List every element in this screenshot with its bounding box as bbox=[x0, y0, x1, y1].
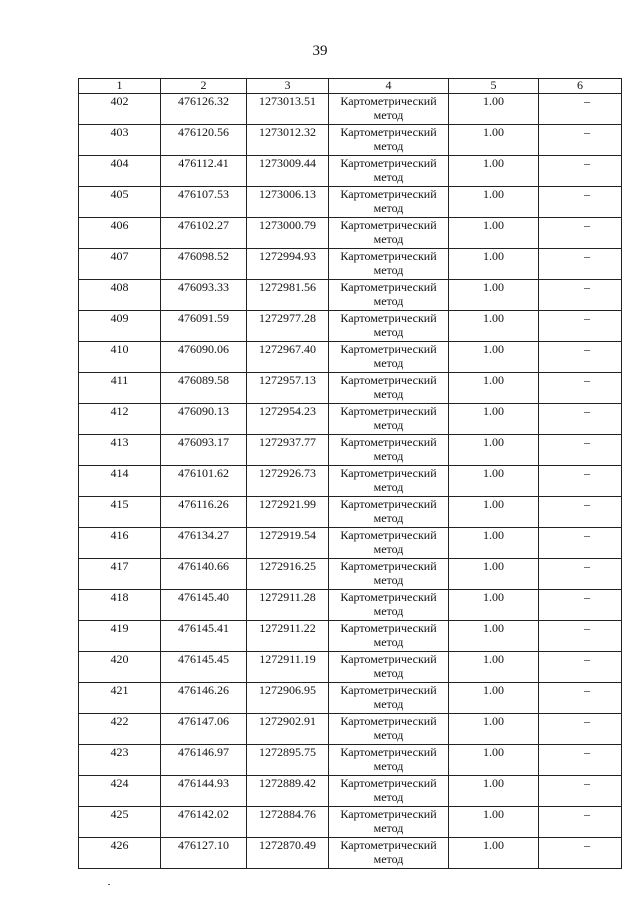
method-cell bbox=[329, 249, 449, 280]
accuracy-cell: 1.00 bbox=[449, 94, 539, 125]
note-cell bbox=[539, 466, 622, 497]
method-line-1: Картометрический bbox=[340, 590, 437, 604]
point-number-cell: 416 bbox=[79, 528, 161, 559]
point-number-cell: 409 bbox=[79, 311, 161, 342]
point-number-cell: 410 bbox=[79, 342, 161, 373]
note-dash: – bbox=[584, 94, 590, 108]
accuracy-cell: 1.00 bbox=[449, 559, 539, 590]
note-dash: – bbox=[584, 218, 590, 232]
accuracy-cell: 1.00 bbox=[449, 621, 539, 652]
point-number-cell: 404 bbox=[79, 156, 161, 187]
method-cell bbox=[329, 311, 449, 342]
method-line-1: Картометрический bbox=[340, 373, 437, 387]
x-coordinate-cell: 476116.26 bbox=[161, 497, 247, 528]
accuracy-cell: 1.00 bbox=[449, 156, 539, 187]
y-coordinate-cell: 1272911.19 bbox=[247, 652, 329, 683]
table-row bbox=[79, 342, 622, 373]
method-line-2: метод bbox=[373, 666, 404, 680]
table-row bbox=[79, 714, 622, 745]
method-line-1: Картометрический bbox=[340, 497, 437, 511]
table-body bbox=[79, 94, 622, 869]
table-row bbox=[79, 218, 622, 249]
x-coordinate-cell: 476126.32 bbox=[161, 94, 247, 125]
point-number-cell: 405 bbox=[79, 187, 161, 218]
method-line-1: Картометрический bbox=[340, 652, 437, 666]
method-line-2: метод bbox=[373, 821, 404, 835]
method-cell bbox=[329, 621, 449, 652]
accuracy-cell: 1.00 bbox=[449, 466, 539, 497]
note-cell bbox=[539, 125, 622, 156]
note-dash: – bbox=[584, 249, 590, 263]
method-cell bbox=[329, 373, 449, 404]
note-dash: – bbox=[584, 497, 590, 511]
table-row bbox=[79, 280, 622, 311]
note-dash: – bbox=[584, 311, 590, 325]
method-line-1: Картометрический bbox=[340, 94, 437, 108]
table-row bbox=[79, 776, 622, 807]
method-line-1: Картометрический bbox=[340, 745, 437, 759]
method-line-2: метод bbox=[373, 294, 404, 308]
accuracy-cell: 1.00 bbox=[449, 745, 539, 776]
method-line-2: метод bbox=[373, 325, 404, 339]
table-row bbox=[79, 528, 622, 559]
accuracy-cell: 1.00 bbox=[449, 187, 539, 218]
method-line-2: метод bbox=[373, 573, 404, 587]
point-number-cell: 420 bbox=[79, 652, 161, 683]
header-col-2: 2 bbox=[161, 79, 247, 94]
x-coordinate-cell: 476146.97 bbox=[161, 745, 247, 776]
point-number-cell: 417 bbox=[79, 559, 161, 590]
note-cell bbox=[539, 94, 622, 125]
y-coordinate-cell: 1273012.32 bbox=[247, 125, 329, 156]
table-row bbox=[79, 683, 622, 714]
method-line-2: метод bbox=[373, 790, 404, 804]
x-coordinate-cell: 476145.41 bbox=[161, 621, 247, 652]
table-row bbox=[79, 652, 622, 683]
method-cell bbox=[329, 714, 449, 745]
note-dash: – bbox=[584, 776, 590, 790]
method-cell bbox=[329, 404, 449, 435]
method-cell bbox=[329, 94, 449, 125]
note-dash: – bbox=[584, 528, 590, 542]
note-dash: – bbox=[584, 838, 590, 852]
accuracy-cell: 1.00 bbox=[449, 652, 539, 683]
method-line-2: метод bbox=[373, 356, 404, 370]
point-number-cell: 407 bbox=[79, 249, 161, 280]
point-number-cell: 413 bbox=[79, 435, 161, 466]
method-cell bbox=[329, 807, 449, 838]
x-coordinate-cell: 476140.66 bbox=[161, 559, 247, 590]
accuracy-cell: 1.00 bbox=[449, 280, 539, 311]
x-coordinate-cell: 476127.10 bbox=[161, 838, 247, 869]
note-cell bbox=[539, 745, 622, 776]
point-number-cell: 424 bbox=[79, 776, 161, 807]
note-cell bbox=[539, 528, 622, 559]
method-cell bbox=[329, 683, 449, 714]
coordinates-table bbox=[78, 78, 622, 869]
y-coordinate-cell: 1272870.49 bbox=[247, 838, 329, 869]
table-row bbox=[79, 838, 622, 869]
note-dash: – bbox=[584, 745, 590, 759]
y-coordinate-cell: 1272911.28 bbox=[247, 590, 329, 621]
method-line-1: Картометрический bbox=[340, 838, 437, 852]
note-dash: – bbox=[584, 621, 590, 635]
method-line-1: Картометрический bbox=[340, 404, 437, 418]
method-line-2: метод bbox=[373, 387, 404, 401]
point-number-cell: 422 bbox=[79, 714, 161, 745]
method-cell bbox=[329, 280, 449, 311]
header-row bbox=[79, 79, 622, 94]
method-cell bbox=[329, 590, 449, 621]
y-coordinate-cell: 1272937.77 bbox=[247, 435, 329, 466]
note-dash: – bbox=[584, 125, 590, 139]
method-cell bbox=[329, 652, 449, 683]
note-dash: – bbox=[584, 404, 590, 418]
x-coordinate-cell: 476112.41 bbox=[161, 156, 247, 187]
point-number-cell: 418 bbox=[79, 590, 161, 621]
method-line-1: Картометрический bbox=[340, 683, 437, 697]
point-number-cell: 419 bbox=[79, 621, 161, 652]
method-cell bbox=[329, 218, 449, 249]
note-dash: – bbox=[584, 342, 590, 356]
method-line-1: Картометрический bbox=[340, 466, 437, 480]
table-row bbox=[79, 156, 622, 187]
method-cell bbox=[329, 559, 449, 590]
x-coordinate-cell: 476107.53 bbox=[161, 187, 247, 218]
point-number-cell: 412 bbox=[79, 404, 161, 435]
y-coordinate-cell: 1272977.28 bbox=[247, 311, 329, 342]
method-line-1: Картометрический bbox=[340, 249, 437, 263]
table-row bbox=[79, 466, 622, 497]
method-line-2: метод bbox=[373, 108, 404, 122]
x-coordinate-cell: 476145.40 bbox=[161, 590, 247, 621]
method-line-1: Картометрический bbox=[340, 714, 437, 728]
note-dash: – bbox=[584, 590, 590, 604]
method-cell bbox=[329, 466, 449, 497]
point-number-cell: 402 bbox=[79, 94, 161, 125]
scan-mark bbox=[108, 884, 110, 885]
table-row bbox=[79, 745, 622, 776]
note-dash: – bbox=[584, 559, 590, 573]
note-cell bbox=[539, 156, 622, 187]
x-coordinate-cell: 476090.06 bbox=[161, 342, 247, 373]
note-cell bbox=[539, 776, 622, 807]
y-coordinate-cell: 1272954.23 bbox=[247, 404, 329, 435]
y-coordinate-cell: 1272967.40 bbox=[247, 342, 329, 373]
method-line-2: метод bbox=[373, 480, 404, 494]
note-cell bbox=[539, 559, 622, 590]
method-cell bbox=[329, 435, 449, 466]
point-number-cell: 425 bbox=[79, 807, 161, 838]
method-line-1: Картометрический bbox=[340, 280, 437, 294]
note-dash: – bbox=[584, 466, 590, 480]
accuracy-cell: 1.00 bbox=[449, 342, 539, 373]
method-line-2: метод bbox=[373, 542, 404, 556]
note-dash: – bbox=[584, 373, 590, 387]
y-coordinate-cell: 1273009.44 bbox=[247, 156, 329, 187]
method-line-1: Картометрический bbox=[340, 621, 437, 635]
method-cell bbox=[329, 838, 449, 869]
method-line-2: метод bbox=[373, 418, 404, 432]
note-dash: – bbox=[584, 652, 590, 666]
x-coordinate-cell: 476120.56 bbox=[161, 125, 247, 156]
header-col-6: 6 bbox=[539, 79, 622, 94]
method-cell bbox=[329, 156, 449, 187]
method-line-1: Картометрический bbox=[340, 311, 437, 325]
method-line-2: метод bbox=[373, 139, 404, 153]
note-dash: – bbox=[584, 435, 590, 449]
method-line-1: Картометрический bbox=[340, 125, 437, 139]
point-number-cell: 421 bbox=[79, 683, 161, 714]
y-coordinate-cell: 1273006.13 bbox=[247, 187, 329, 218]
method-line-2: метод bbox=[373, 511, 404, 525]
x-coordinate-cell: 476144.93 bbox=[161, 776, 247, 807]
method-line-2: метод bbox=[373, 449, 404, 463]
y-coordinate-cell: 1272916.25 bbox=[247, 559, 329, 590]
accuracy-cell: 1.00 bbox=[449, 776, 539, 807]
accuracy-cell: 1.00 bbox=[449, 404, 539, 435]
accuracy-cell: 1.00 bbox=[449, 311, 539, 342]
method-line-1: Картометрический bbox=[340, 187, 437, 201]
note-dash: – bbox=[584, 156, 590, 170]
accuracy-cell: 1.00 bbox=[449, 590, 539, 621]
note-dash: – bbox=[584, 683, 590, 697]
accuracy-cell: 1.00 bbox=[449, 683, 539, 714]
y-coordinate-cell: 1272902.91 bbox=[247, 714, 329, 745]
y-coordinate-cell: 1273013.51 bbox=[247, 94, 329, 125]
method-line-1: Картометрический bbox=[340, 156, 437, 170]
header-col-3: 3 bbox=[247, 79, 329, 94]
method-cell bbox=[329, 342, 449, 373]
point-number-cell: 408 bbox=[79, 280, 161, 311]
x-coordinate-cell: 476102.27 bbox=[161, 218, 247, 249]
note-dash: – bbox=[584, 187, 590, 201]
note-cell bbox=[539, 497, 622, 528]
note-dash: – bbox=[584, 280, 590, 294]
table-row bbox=[79, 590, 622, 621]
method-line-2: метод bbox=[373, 728, 404, 742]
header-col-1: 1 bbox=[79, 79, 161, 94]
x-coordinate-cell: 476134.27 bbox=[161, 528, 247, 559]
y-coordinate-cell: 1272921.99 bbox=[247, 497, 329, 528]
method-line-1: Картометрический bbox=[340, 342, 437, 356]
accuracy-cell: 1.00 bbox=[449, 373, 539, 404]
method-line-2: метод bbox=[373, 201, 404, 215]
note-cell bbox=[539, 342, 622, 373]
y-coordinate-cell: 1272906.95 bbox=[247, 683, 329, 714]
accuracy-cell: 1.00 bbox=[449, 528, 539, 559]
accuracy-cell: 1.00 bbox=[449, 218, 539, 249]
x-coordinate-cell: 476146.26 bbox=[161, 683, 247, 714]
note-cell bbox=[539, 435, 622, 466]
header-col-4: 4 bbox=[329, 79, 449, 94]
method-line-2: метод bbox=[373, 635, 404, 649]
point-number-cell: 406 bbox=[79, 218, 161, 249]
note-cell bbox=[539, 187, 622, 218]
point-number-cell: 423 bbox=[79, 745, 161, 776]
note-cell bbox=[539, 280, 622, 311]
table-row bbox=[79, 621, 622, 652]
header-col-5: 5 bbox=[449, 79, 539, 94]
x-coordinate-cell: 476145.45 bbox=[161, 652, 247, 683]
method-cell bbox=[329, 187, 449, 218]
accuracy-cell: 1.00 bbox=[449, 125, 539, 156]
table-row bbox=[79, 311, 622, 342]
x-coordinate-cell: 476147.06 bbox=[161, 714, 247, 745]
point-number-cell: 426 bbox=[79, 838, 161, 869]
table-row bbox=[79, 807, 622, 838]
page-number: 39 bbox=[312, 43, 328, 59]
method-line-1: Картометрический bbox=[340, 218, 437, 232]
x-coordinate-cell: 476091.59 bbox=[161, 311, 247, 342]
table-row bbox=[79, 125, 622, 156]
x-coordinate-cell: 476098.52 bbox=[161, 249, 247, 280]
method-cell bbox=[329, 776, 449, 807]
x-coordinate-cell: 476089.58 bbox=[161, 373, 247, 404]
table-row bbox=[79, 249, 622, 280]
x-coordinate-cell: 476093.17 bbox=[161, 435, 247, 466]
method-cell bbox=[329, 745, 449, 776]
method-cell bbox=[329, 497, 449, 528]
x-coordinate-cell: 476093.33 bbox=[161, 280, 247, 311]
accuracy-cell: 1.00 bbox=[449, 807, 539, 838]
x-coordinate-cell: 476101.62 bbox=[161, 466, 247, 497]
table-row bbox=[79, 373, 622, 404]
y-coordinate-cell: 1272981.56 bbox=[247, 280, 329, 311]
table-row bbox=[79, 94, 622, 125]
method-line-2: метод bbox=[373, 170, 404, 184]
note-cell bbox=[539, 652, 622, 683]
method-line-2: метод bbox=[373, 263, 404, 277]
note-cell bbox=[539, 683, 622, 714]
note-cell bbox=[539, 373, 622, 404]
method-line-1: Картометрический bbox=[340, 435, 437, 449]
note-cell bbox=[539, 714, 622, 745]
table-row bbox=[79, 559, 622, 590]
y-coordinate-cell: 1273000.79 bbox=[247, 218, 329, 249]
accuracy-cell: 1.00 bbox=[449, 435, 539, 466]
note-cell bbox=[539, 590, 622, 621]
note-cell bbox=[539, 311, 622, 342]
x-coordinate-cell: 476142.02 bbox=[161, 807, 247, 838]
method-line-1: Картометрический bbox=[340, 559, 437, 573]
point-number-cell: 414 bbox=[79, 466, 161, 497]
method-line-2: метод bbox=[373, 852, 404, 866]
y-coordinate-cell: 1272926.73 bbox=[247, 466, 329, 497]
y-coordinate-cell: 1272895.75 bbox=[247, 745, 329, 776]
note-cell bbox=[539, 807, 622, 838]
table-row bbox=[79, 404, 622, 435]
method-line-2: метод bbox=[373, 697, 404, 711]
method-line-2: метод bbox=[373, 232, 404, 246]
method-line-1: Картометрический bbox=[340, 776, 437, 790]
note-cell bbox=[539, 404, 622, 435]
note-cell bbox=[539, 249, 622, 280]
method-line-2: метод bbox=[373, 604, 404, 618]
point-number-cell: 411 bbox=[79, 373, 161, 404]
table-row bbox=[79, 497, 622, 528]
method-cell bbox=[329, 125, 449, 156]
accuracy-cell: 1.00 bbox=[449, 497, 539, 528]
note-cell bbox=[539, 218, 622, 249]
y-coordinate-cell: 1272919.54 bbox=[247, 528, 329, 559]
note-cell bbox=[539, 621, 622, 652]
point-number-cell: 403 bbox=[79, 125, 161, 156]
table-row bbox=[79, 435, 622, 466]
point-number-cell: 415 bbox=[79, 497, 161, 528]
y-coordinate-cell: 1272911.22 bbox=[247, 621, 329, 652]
x-coordinate-cell: 476090.13 bbox=[161, 404, 247, 435]
y-coordinate-cell: 1272994.93 bbox=[247, 249, 329, 280]
note-dash: – bbox=[584, 714, 590, 728]
method-cell bbox=[329, 528, 449, 559]
accuracy-cell: 1.00 bbox=[449, 838, 539, 869]
y-coordinate-cell: 1272957.13 bbox=[247, 373, 329, 404]
y-coordinate-cell: 1272884.76 bbox=[247, 807, 329, 838]
accuracy-cell: 1.00 bbox=[449, 714, 539, 745]
note-dash: – bbox=[584, 807, 590, 821]
note-cell bbox=[539, 838, 622, 869]
table-header bbox=[79, 79, 622, 94]
method-line-2: метод bbox=[373, 759, 404, 773]
method-line-1: Картометрический bbox=[340, 528, 437, 542]
method-line-1: Картометрический bbox=[340, 807, 437, 821]
accuracy-cell: 1.00 bbox=[449, 249, 539, 280]
table-row bbox=[79, 187, 622, 218]
y-coordinate-cell: 1272889.42 bbox=[247, 776, 329, 807]
